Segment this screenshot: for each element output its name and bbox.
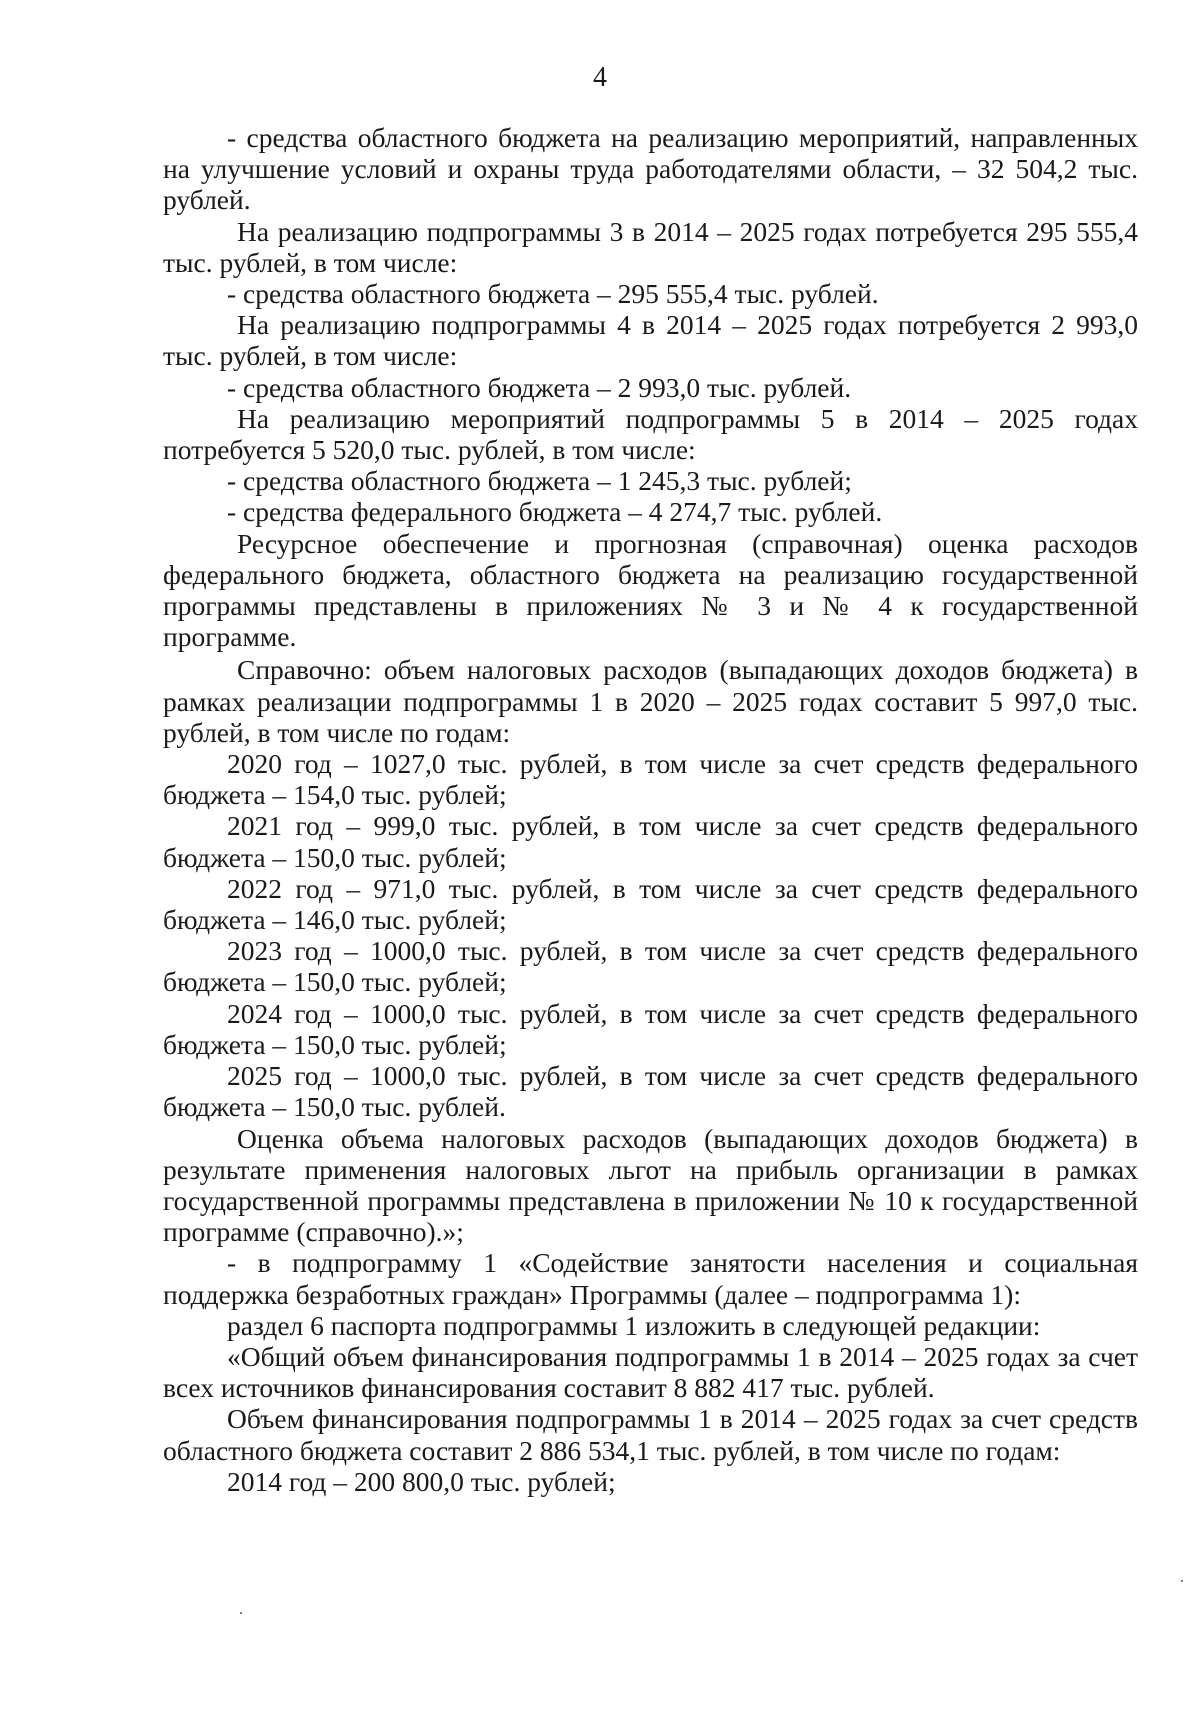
paragraph: 2024 год – 1000,0 тыс. рублей, в том числе за счет средств федерального бюджета – 150,0 тыс. рублей; xyxy=(163,997,1138,1060)
paragraph: Оценка объема налоговых расходов (выпадающих доходов бюджета) в результате применения налоговых льгот на прибыль организации в рамках государственной программы представлена в приложении № 10 к государственной программе (справочно).»; xyxy=(163,1122,1138,1248)
document-body xyxy=(163,122,1138,1497)
scan-speck xyxy=(1181,1580,1183,1582)
paragraph: - средства областного бюджета – 1 245,3 тыс. рублей; xyxy=(227,465,852,497)
paragraph: Ресурсное обеспечение и прогнозная (справочная) оценка расходов федерального бюджета, областного бюджета на реализацию государственной программы представлены в приложениях № 3 и № 4 к государственной программе. xyxy=(163,527,1138,653)
paragraph: На реализацию мероприятий подпрограммы 5 в 2014 – 2025 годах потребуется 5 520,0 тыс. рублей, в том числе: xyxy=(163,402,1138,466)
paragraph: На реализацию подпрограммы 4 в 2014 – 2025 годах потребуется 2 993,0 тыс. рублей, в том числе: xyxy=(163,309,1138,372)
paragraph: - средства федерального бюджета – 4 274,7 тыс. рублей. xyxy=(227,496,883,528)
scan-speck xyxy=(240,1612,242,1614)
paragraph: - средства областного бюджета на реализацию мероприятий, направленных на улучшение условий и охраны труда работодателями области, – 32 504,2 тыс. рублей. xyxy=(163,122,1138,216)
page-number: 4 xyxy=(593,62,607,93)
paragraph: 2025 год – 1000,0 тыс. рублей, в том числе за счет средств федерального бюджета – 150,0 тыс. рублей. xyxy=(163,1060,1138,1123)
paragraph: Справочно: объем налоговых расходов (выпадающих доходов бюджета) в рамках реализации подпрограммы 1 в 2020 – 2025 годах составит 5 997,0 тыс. рублей, в том числе по годам: xyxy=(163,654,1138,748)
paragraph: 2021 год – 999,0 тыс. рублей, в том числе за счет средств федерального бюджета – 150,0 тыс. рублей; xyxy=(163,810,1138,873)
paragraph: 2020 год – 1027,0 тыс. рублей, в том числе за счет средств федерального бюджета – 154,0 тыс. рублей; xyxy=(163,748,1138,811)
paragraph: На реализацию подпрограммы 3 в 2014 – 2025 годах потребуется 295 555,4 тыс. рублей, в том числе: xyxy=(163,215,1138,278)
paragraph: раздел 6 паспорта подпрограммы 1 изложить в следующей редакции: xyxy=(227,1309,1041,1341)
paragraph: - в подпрограмму 1 «Содействие занятости населения и социальная поддержка безработных граждан» Программы (далее – подпрограмма 1): xyxy=(163,1247,1138,1310)
paragraph: «Общий объем финансирования подпрограммы 1 в 2014 – 2025 годах за счет всех источников финансирования составит 8 882 417 тыс. рублей. xyxy=(163,1340,1138,1404)
paragraph: 2023 год – 1000,0 тыс. рублей, в том числе за счет средств федерального бюджета – 150,0 тыс. рублей; xyxy=(163,935,1138,998)
paragraph: 2014 год – 200 800,0 тыс. рублей; xyxy=(227,1465,616,1497)
paragraph: - средства областного бюджета – 2 993,0 тыс. рублей. xyxy=(227,371,852,403)
paragraph: 2022 год – 971,0 тыс. рублей, в том числе за счет средств федерального бюджета – 146,0 тыс. рублей; xyxy=(163,872,1138,936)
paragraph: Объем финансирования подпрограммы 1 в 2014 – 2025 годах за счет средств областного бюджета составит 2 886 534,1 тыс. рублей, в том числе по годам: xyxy=(163,1403,1138,1466)
paragraph: - средства областного бюджета – 295 555,4 тыс. рублей. xyxy=(227,278,879,310)
